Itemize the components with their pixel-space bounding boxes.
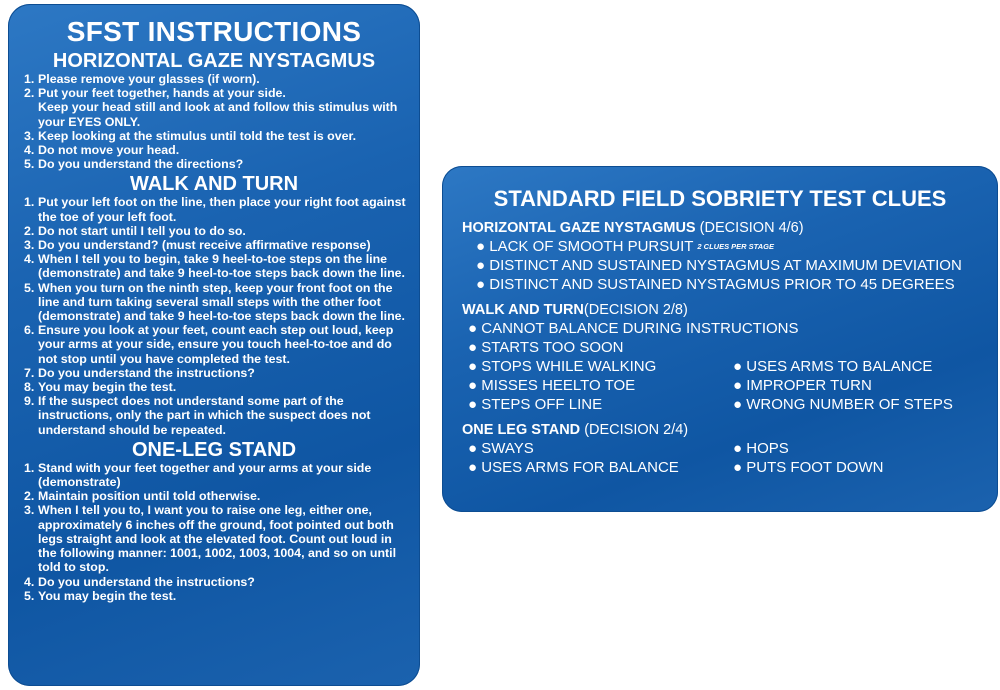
- item-number: 5.: [24, 157, 35, 172]
- list-item: [24, 129, 410, 143]
- item-text: When I tell you to begin, take 9 heel-to-toe steps on the line (demonstrate) and take 9 heel-to-toe steps back down the line.: [38, 252, 405, 281]
- bullet-icon: ●: [468, 358, 478, 375]
- clues-per-stage-note: 2 CLUES PER STAGE: [697, 242, 774, 251]
- list-item: ● PUTS FOOT DOWN: [733, 459, 884, 476]
- item-number: 4.: [24, 252, 35, 267]
- item-number: 5.: [24, 588, 35, 603]
- item-number: 3.: [24, 503, 35, 518]
- list-item: [24, 366, 410, 380]
- list-item: ● DISTINCT AND SUSTAINED NYSTAGMUS PRIOR TO 45 DEGREES: [476, 276, 955, 293]
- item-text: Do not start until I tell you to do so.: [38, 223, 246, 238]
- list-item: [24, 489, 410, 503]
- hgn-list: [8, 72, 420, 171]
- list-item: [24, 461, 410, 489]
- list-item: [24, 281, 410, 324]
- list-item: ● STARTS TOO SOON: [468, 339, 624, 356]
- item-text: Do you understand the instructions?: [38, 574, 255, 589]
- item-number: [24, 100, 38, 128]
- clues-wat-grid: [468, 319, 998, 414]
- item-number: 2.: [24, 489, 35, 504]
- bullet-icon: ●: [733, 396, 743, 413]
- item-text: When I tell you to, I want you to raise one leg, either one, approximately 6 inches off the ground, foot pointed out both legs straight and look at the elevated foot. Count out loud in the following manner: 1001, 1002, 1003, 1004, and so on until told to stop.: [38, 503, 397, 575]
- ols-heading: ONE-LEG STAND: [131, 438, 297, 461]
- list-item: [24, 323, 410, 366]
- list-item: [24, 589, 410, 603]
- bullet-icon: ●: [733, 377, 743, 394]
- item-text: Maintain position until told otherwise.: [38, 489, 261, 504]
- bullet-icon: ●: [733, 440, 743, 457]
- bullet-icon: ●: [468, 396, 478, 413]
- list-item: ● DISTINCT AND SUSTAINED NYSTAGMUS AT MAXIMUM DEVIATION: [476, 257, 962, 274]
- list-item: ● STOPS WHILE WALKING: [468, 358, 657, 375]
- bullet-icon: ●: [733, 358, 743, 375]
- clues-hgn-heading-text: HORIZONTAL GAZE NYSTAGMUS: [462, 220, 696, 236]
- bullet-icon: ●: [733, 459, 743, 476]
- list-item: [24, 195, 410, 223]
- clues-ols-grid: [468, 439, 998, 477]
- ols-list: [8, 461, 420, 603]
- list-item: ● MISSES HEELTO TOE: [468, 377, 636, 394]
- sfst-clues-card: [442, 166, 998, 512]
- clues-ols-heading-text: ONE LEG STAND: [462, 422, 581, 438]
- bullet-icon: ●: [476, 257, 486, 274]
- item-text: Put your feet together, hands at your side.: [38, 86, 286, 101]
- list-item: [24, 100, 410, 128]
- clues-wat-decision: (DECISION 2/8): [583, 302, 688, 318]
- sfst-instructions-card: [8, 4, 420, 686]
- bullet-icon: ●: [468, 320, 478, 337]
- item-number: 2.: [24, 86, 35, 101]
- card-title: SFST INSTRUCTIONS: [66, 16, 362, 47]
- list-item: [24, 224, 410, 238]
- list-item: ● STEPS OFF LINE: [468, 396, 603, 413]
- item-text: When you turn on the ninth step, keep your front foot on the line and turn taking several small steps with the other foot (demonstrate) and take 9 heel-to-toe steps back down the line.: [38, 280, 405, 324]
- list-item: ● USES ARMS TO BALANCE: [733, 358, 933, 375]
- item-number: 8.: [24, 380, 35, 395]
- item-text: If the suspect does not understand some part of the instructions, only the part in which the suspect does not understand should be repeated.: [38, 394, 371, 437]
- item-number: 4.: [24, 574, 35, 589]
- list-item: [24, 157, 410, 171]
- bullet-icon: ●: [468, 440, 478, 457]
- item-number: 6.: [24, 323, 35, 338]
- bullet-icon: ●: [468, 339, 478, 356]
- list-item: ● LACK OF SMOOTH PURSUIT $^{2 CLUES PER STAGE}$: [476, 238, 774, 255]
- item-number: 9.: [24, 394, 35, 409]
- list-item: [24, 380, 410, 394]
- clues-title: STANDARD FIELD SOBRIETY TEST CLUES: [493, 186, 947, 211]
- list-item: [24, 503, 410, 574]
- list-item: ● IMPROPER TURN: [733, 377, 872, 394]
- item-number: 7.: [24, 365, 35, 380]
- item-text: Put your left foot on the line, then place your right foot against the toe of your left foot.: [38, 195, 406, 224]
- hgn-heading: HORIZONTAL GAZE NYSTAGMUS: [52, 50, 376, 72]
- item-number: 4.: [24, 143, 35, 158]
- list-item: [24, 252, 410, 280]
- item-number: 1.: [24, 460, 35, 475]
- list-item: [24, 238, 410, 252]
- list-item: [24, 72, 410, 86]
- item-text: Do you understand the directions?: [38, 157, 244, 172]
- list-item: [24, 575, 410, 589]
- list-item: [24, 394, 410, 437]
- list-item: ● USES ARMS FOR BALANCE: [468, 459, 679, 476]
- item-text: Ensure you look at your feet, count each step out loud, keep your arms at your side, ensure you touch heel-to-toe and do not stop until you have completed the test.: [38, 323, 394, 366]
- clues-hgn-heading: [462, 220, 998, 237]
- item-number: 5.: [24, 280, 35, 295]
- item-number: 1.: [24, 195, 35, 210]
- item-number: 3.: [24, 238, 35, 253]
- item-text: Do you understand? (must receive affirmative response): [38, 238, 371, 253]
- list-item: ● SWAYS: [468, 440, 534, 457]
- clues-wat-heading: [462, 302, 998, 319]
- item-text: Keep your head still and look at and follow this stimulus with your EYES ONLY.: [38, 100, 398, 129]
- list-item: ● WRONG NUMBER OF STEPS: [733, 396, 953, 413]
- list-item: ● CANNOT BALANCE DURING INSTRUCTIONS: [468, 320, 799, 337]
- item-number: 2.: [24, 223, 35, 238]
- list-item: ● HOPS: [733, 440, 789, 457]
- bullet-icon: ●: [468, 377, 478, 394]
- item-text: Stand with your feet together and your arms at your side (demonstrate): [38, 460, 372, 490]
- item-number: 1.: [24, 72, 35, 86]
- item-number: 3.: [24, 128, 35, 143]
- clues-ols-heading: [462, 422, 998, 439]
- item-text: Keep looking at the stimulus until told the test is over.: [38, 128, 357, 143]
- bullet-icon: ●: [468, 459, 478, 476]
- list-item: [24, 143, 410, 157]
- item-text: You may begin the test.: [38, 380, 177, 395]
- bullet-icon: ●: [476, 276, 486, 293]
- clues-hgn-decision: (DECISION 4/6): [699, 220, 804, 236]
- item-text: Do you understand the instructions?: [38, 365, 255, 380]
- item-text: You may begin the test.: [38, 588, 177, 603]
- wat-heading: WALK AND TURN: [129, 173, 299, 196]
- list-item: [24, 86, 410, 100]
- item-text: Do not move your head.: [38, 143, 180, 158]
- clues-wat-heading-text: WALK AND TURN: [462, 302, 584, 318]
- bullet-icon: ●: [476, 238, 486, 255]
- wat-list: [8, 195, 420, 436]
- clues-hgn-list: [476, 237, 998, 294]
- item-text: Please remove your glasses (if worn).: [38, 72, 260, 86]
- clues-ols-decision: (DECISION 2/4): [584, 422, 689, 438]
